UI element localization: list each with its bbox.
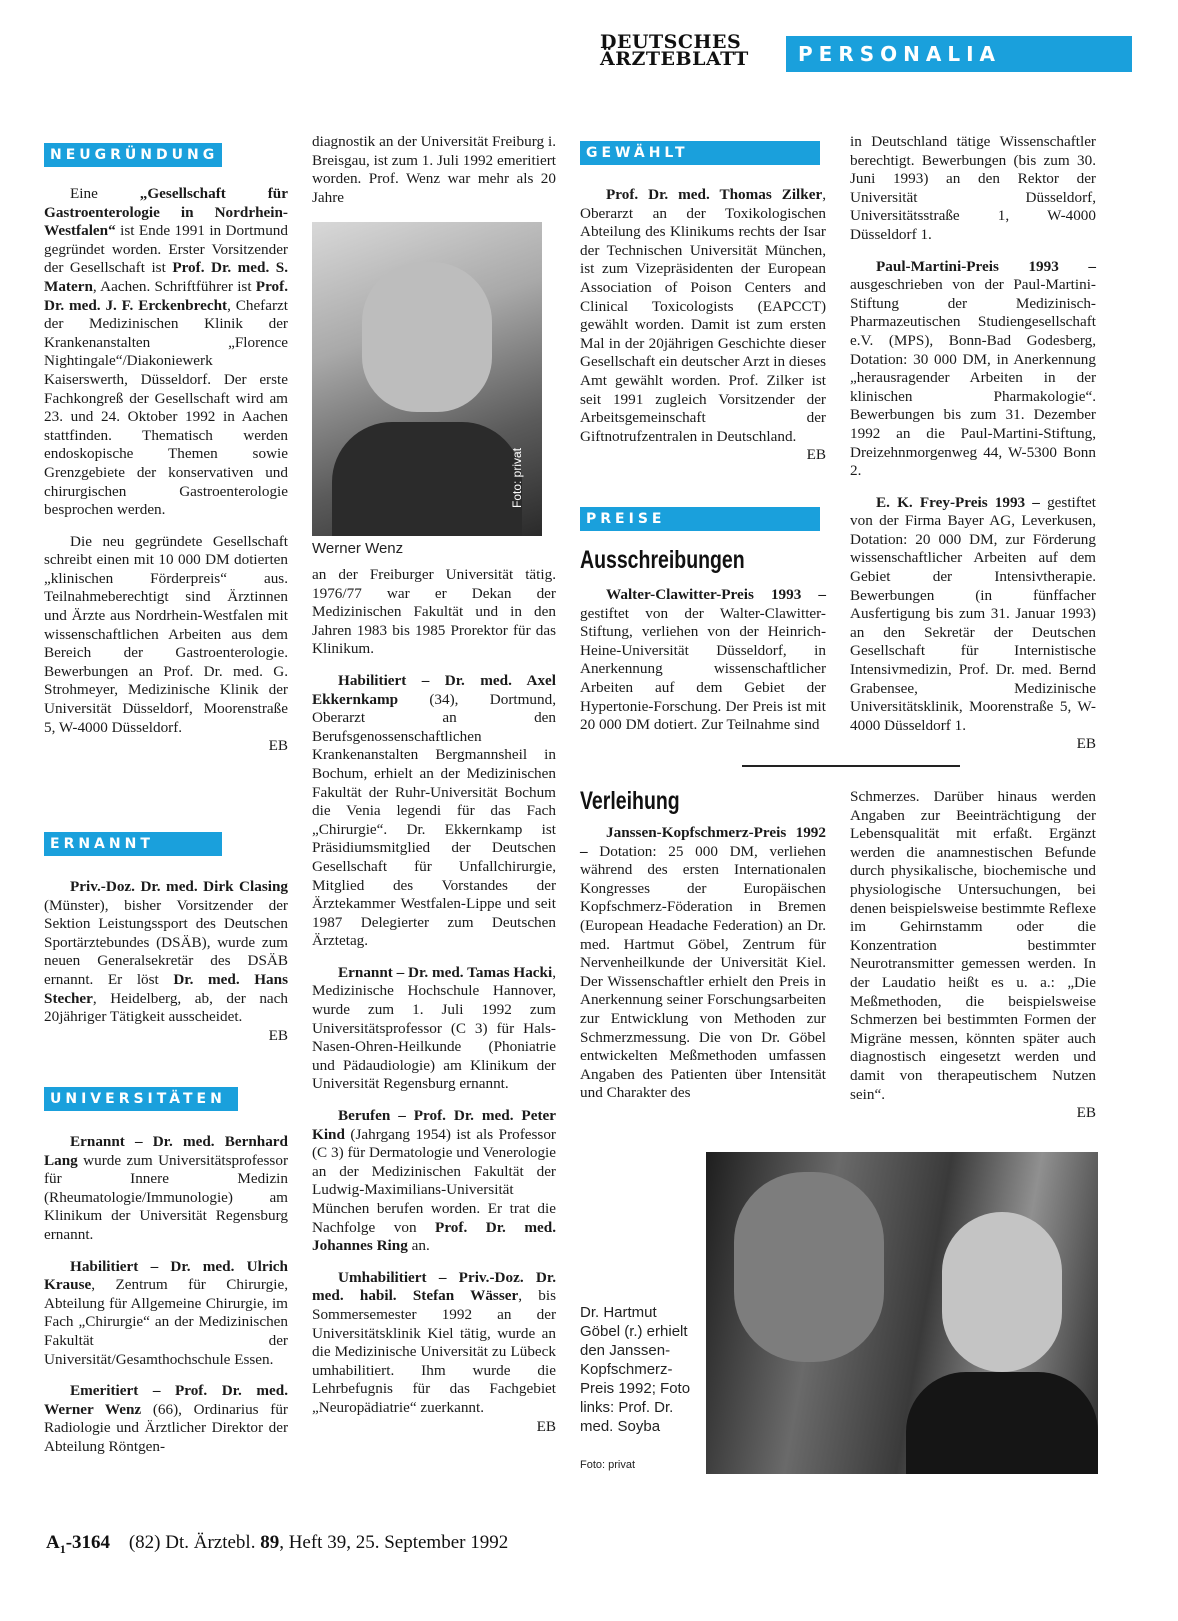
award-photo-caption: Dr. Hartmut Göbel (r.) erhielt den Janssen-Kopfschmerz-Preis 1992; Foto links: Prof. Dr. med. Soyba: [580, 1304, 691, 1435]
photo-right-person: [942, 1212, 1062, 1372]
headline-ausschreibungen: Ausschreibungen: [580, 546, 745, 574]
page-number: $A_1-3164$: [46, 1532, 111, 1556]
column-4-verleihung-cont: Schmerzes. Darüber hinaus werden Angaben zur Beeinträchtigung der Lebensqualität mit erfaßt. Ergänzt werden die anamnestischen Befunde durch physikalische, biochemische und physiologische Untersuchungen, bei denen beispielsweise bestimmte Reflexe im Gehirnstamm oder die Konzentration bestimmter Neurotransmitter gemessen werden. In der Laudatio heißt es u. a.: „Die Meßmethoden, die beispielsweise Schmerzen bei bestimmten Formen der Migräne messen, könnten später auch diagnostisch eingesetzt werden und damit von therapeutischem Nutzen sein“. EB: [850, 788, 1096, 1122]
portrait-suit: [332, 422, 522, 536]
photo-left-person: [734, 1172, 884, 1362]
article-neugruendung-p2: Die neu gegründete Gesellschaft schreibt einen mit 10 000 DM dotierten „klinischen Förderpreis“ aus. Teilnahmeberechtigt sind Ärztinnen und Ärzte aus Nordrhein-Westfalen mit wissenschaftlichen Arbeiten aus dem Bereich der Gastroenterologie. Bewerbungen an Prof. Dr. med. G. Strohmeyer, Medizinische Klinik der Universität Düsseldorf, Moorenstraße 5, W-4000 Düsseldorf.: [44, 532, 288, 736]
section-bar-universitaeten: UNIVERSITÄTEN: [44, 1087, 238, 1111]
award-photo-credit: Foto: privat: [580, 1459, 636, 1471]
section-bar-preise: PREISE: [580, 507, 820, 531]
article-gewaehlt: Prof. Dr. med. Thomas Zilker, Oberarzt an der Toxikologischen Abteilung des Klinikums rechts der Isar der Technischen Universität München, ist zum Vizepräsidenten der European Association of Poison Centers and Clinical Toxicologists (EAPCCT) gewählt worden. Damit ist zum ersten Mal in der 20jährigen Geschichte dieser Gesellschaft ein deutscher Arzt in dieses Amt gewählt worden. Prof. Zilker ist seit 1991 zugleich Vorsitzender der Arbeitsgemeinschaft der Giftnotrufzentralen in Deutschland. EB: [580, 186, 826, 464]
section-banner: PERSONALIA: [786, 36, 1132, 72]
article-ernannt: Priv.-Doz. Dr. med. Dirk Clasing (Münster), bisher Vorsitzender der Sektion Leistungssport des Deutschen Sportärztebundes (DSÄB), wurde zum neuen Generalsekretär des DSÄB ernannt. Er löst Dr. med. Hans Stecher, Heidelberg, ab, der nach 20jähriger Tätigkeit ausscheidet. EB: [44, 878, 288, 1044]
portrait-photo-werner-wenz: [312, 222, 542, 536]
journal-reference: (82) Dt. Ärztebl.: [128, 1532, 261, 1553]
column-2: an der Freiburger Universität tätig. 1976/77 war er Dekan der Medizinischen Fakultät und in den Jahren 1983 bis 1985 Prorektor für das Klinikum. Habilitiert – Dr. med. Axel Ekkernkamp (34), Dortmund, Oberarzt an den Berufsgenossenschaftlichen Krankenanstalten Bergmannsheil in Bochum, erhielt an der Medizinischen Fakultät der Ruhr-Universität Bochum die Venia legendi für das Fach „Chirurgie“. Dr. Ekkernkamp ist Präsidiumsmitglied der Deutschen Gesellschaft für Unfallchirurgie, Mitglied des Vorstandes der Ärztekammer Westfalen-Lippe und seit 1987 Delegierter zum Deutschen Ärztetag. Ernannt – Dr. med. Tamas Hacki, Medizinische Hochschule Hannover, wurde zum 1. Juli 1992 zum Universitätsprofessor (C 3) für Hals-Nasen-Ohren-Heilkunde (Phoniatrie und Pädaudiologie) am Klinikum der Universität Regensburg ernannt. Berufen – Prof. Dr. med. Peter Kind (Jahrgang 1954) ist als Professor (C 3) für Dermatologie und Venerologie an der Medizinischen Fakultät der Ludwig-Maximilians-Universität München berufen worden. Er trat die Nachfolge von Prof. Dr. med. Johannes Ring an. Umhabilitiert – Priv.-Doz. Dr. med. habil. Stefan Wässer, bis Sommersemester 1992 an der Universitätsklinik Kiel tätig, wurde an die Medizinische Universität zu Lübeck umhabilitiert. Ihm wurde die Lehrbefugnis für das Fachgebiet „Neuropädiatrie“ zuerkannt. EB: [312, 566, 557, 1435]
masthead-title-line2: ÄRZTEBLATT: [600, 48, 749, 70]
article-universitaeten: Ernannt – Dr. med. Bernhard Lang wurde zum Universitätsprofessor für Innere Medizin (Rheumatologie/Immunologie) am Klinikum der Universität Regensburg ernannt. Habilitiert – Dr. med. Ulrich Krause, Zentrum für Chirurgie, Abteilung für Allgemeine Chirurgie, im Fach „Chirurgie“ an der Medizinischen Fakultät der Universität/Gesamthochschule Essen. Emeritiert – Prof. Dr. med. Werner Wenz (66), Ordinarius für Radiologie und Ärztlicher Direktor der Abteilung Röntgen-: [44, 1133, 288, 1455]
section-bar-gewaehlt: GEWÄHLT: [580, 141, 820, 165]
author-sign: EB: [806, 446, 826, 464]
photo-caption: Werner Wenz: [312, 540, 404, 557]
headline-verleihung: Verleihung: [580, 787, 680, 815]
divider-rule: [742, 765, 960, 767]
photo-right-suit: [906, 1372, 1098, 1474]
issue-date: , Heft 39, 25. September 1992: [279, 1532, 509, 1553]
journal-volume: 89: [260, 1532, 280, 1553]
portrait-face: [362, 262, 492, 412]
masthead-title: [600, 31, 770, 70]
article-walter-clawitter-preis: Walter-Clawitter-Preis 1993 – gestiftet von der Walter-Clawitter-Stiftung, verliehen von der Heinrich-Heine-Universität Düsseldorf, in Anerkennung wissenschaftlicher Arbeiten auf dem Gebiet der Hypertonie-Forschung. Der Preis ist mit 20 000 DM dotiert. Zur Teilnahme sind: [580, 586, 826, 734]
masthead-title-line1: DEUTSCHES: [600, 31, 742, 53]
author-sign: EB: [268, 1026, 288, 1044]
column-4: in Deutschland tätige Wissenschaftler berechtigt. Bewerbungen (bis zum 30. Juni 1993) an den Rektor der Universität Düsseldorf, Universitätsstraße 1, W-4000 Düsseldorf 1. Paul-Martini-Preis 1993 – ausgeschrieben von der Paul-Martini-Stiftung der Medizinisch-Pharmazeutischen Studiengesellschaft e.V. (MPS), Bonn-Bad Godesberg, Dotation: 30 000 DM, in Anerkennung „herausragender Arbeiten in der klinischen Pharmakologie“. Bewerbungen bis zum 31. Dezember 1992 an die Paul-Martini-Stiftung, Dreizehnmorgenweg 44, W-5300 Bonn 2. E. K. Frey-Preis 1993 – gestiftet von der Firma Bayer AG, Leverkusen, Dotation: 20 000 DM, zur Förderung wissenschaftlicher Arbeiten auf dem Gebiet der Intensivtherapie. Bewerbungen (in fünffacher Ausfertigung bis zum 31. Januar 1993) an den Sekretär der Deutschen Gesellschaft für Internistische Intensivmedizin, Prof. Dr. med. Bernd Grabensee, Medizinische Universitätsklinik, Moorenstraße 5, W-4000 Düsseldorf 1. EB: [850, 133, 1096, 753]
column-2-top: diagnostik an der Universität Freiburg i. Breisgau, ist zum 1. Juli 1992 emeritiert worden. Prof. Wenz war mehr als 20 Jahre: [312, 133, 556, 206]
page-footer: [46, 1532, 508, 1560]
photo-credit: Foto: privat: [510, 447, 524, 508]
author-sign: EB: [536, 1417, 556, 1435]
award-photo: [706, 1152, 1098, 1474]
section-bar-ernannt: ERNANNT: [44, 832, 222, 856]
author-sign: EB: [268, 737, 288, 755]
article-janssen-kopfschmerz-preis: Janssen-Kopfschmerz-Preis 1992 – Dotation: 25 000 DM, verliehen während des ersten Internationalen Kongresses der Europäischen Kopfschmerz-Föderation in Bremen (European Headache Federation) an Dr. med. Hartmut Göbel, Zentrum für Nervenheilkunde der Universität Kiel. Der Wissenschaftler erhielt den Preis in Anerkennung seiner Forschungsarbeiten zur Entwicklung von Methoden zur Schmerzmessung. Die von Dr. Göbel entwickelten Meßmethoden umfassen Angaben des Patienten über Intensität und Charakter des: [580, 824, 826, 1102]
article-neugruendung-p1: Eine „Gesellschaft für Gastroenterologie in Nordrhein-Westfalen“ ist Ende 1991 in Dortmund gegründet worden. Erster Vorsitzender der Gesellschaft ist Prof. Dr. med. S. Matern, Aachen. Schriftführer ist Prof. Dr. med. J. F. Erckenbrecht, Chefarzt der Medizinischen Klinik der Krankenanstalten „Florence Nightingale“/Diakoniewerk Kaiserswerth, Düsseldorf. Der erste Fachkongreß der Gesellschaft wird am 23. und 24. Oktober 1992 in Aachen stattfinden. Thematisch werden endoskopische Themen sowie Grenzgebiete der konservativen und chirurgischen Gastroenterologie besprochen werden.: [44, 185, 289, 519]
author-sign: EB: [1076, 1104, 1096, 1122]
column-1: [44, 185, 288, 756]
author-sign: EB: [1076, 735, 1096, 753]
section-bar-neugruendung: NEUGRÜNDUNG: [44, 143, 222, 167]
